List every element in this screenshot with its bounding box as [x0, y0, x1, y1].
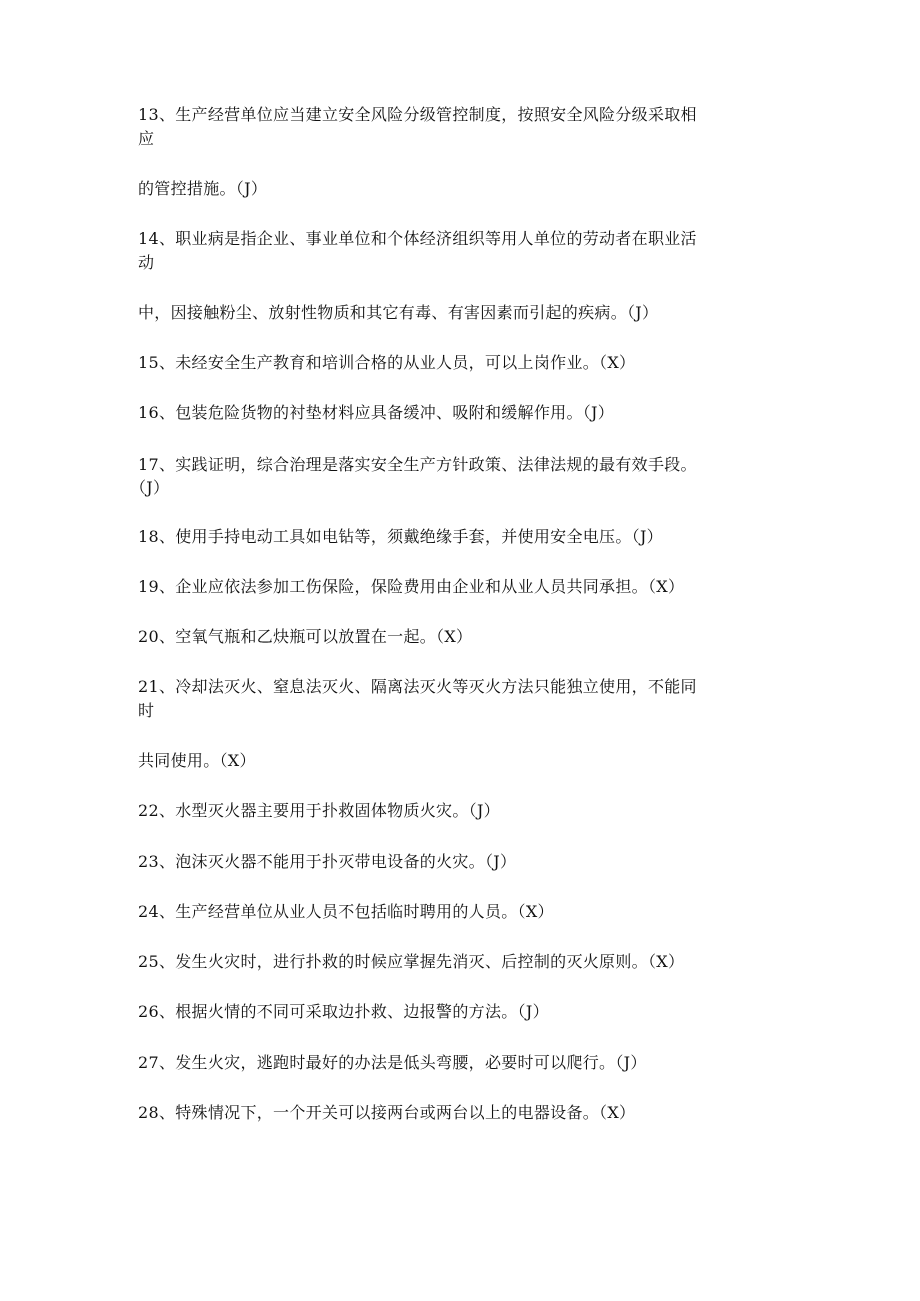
question-14-line-2: 动 [138, 253, 155, 272]
question-24: 24、生产经营单位从业人员不包括临时聘用的人员。（X） [138, 902, 554, 921]
question-13-line-1: 13、生产经营单位应当建立安全风险分级管控制度，按照安全风险分级采取相 [138, 105, 697, 124]
question-21-line-3: 共同使用。（X） [138, 751, 256, 770]
question-13-line-3: 的管控措施。（J） [138, 179, 268, 198]
question-16: 16、包装危险货物的衬垫材料应具备缓冲、吸附和缓解作用。（J） [138, 403, 615, 422]
question-17-line-1: 17、实践证明，综合治理是落实安全生产方针政策、法律法规的最有效手段。 [138, 455, 697, 474]
question-15: 15、未经安全生产教育和培训合格的从业人员，可以上岗作业。（X） [138, 353, 636, 372]
question-17-line-2: （J） [130, 478, 170, 497]
question-27: 27、发生火灾，逃跑时最好的办法是低头弯腰，必要时可以爬行。（J） [138, 1053, 647, 1072]
question-20: 20、空氧气瓶和乙炔瓶可以放置在一起。（X） [138, 627, 473, 646]
question-22: 22、水型灭火器主要用于扑救固体物质火灾。（J） [138, 801, 500, 820]
question-25: 25、发生火灾时，进行扑救的时候应掌握先消灭、后控制的灭火原则。（X） [138, 952, 685, 971]
question-14-line-1: 14、职业病是指企业、事业单位和个体经济组织等用人单位的劳动者在职业活 [138, 229, 697, 248]
question-21-line-2: 时 [138, 701, 155, 720]
question-21-line-1: 21、冷却法灭火、窒息法灭火、隔离法灭火等灭火方法只能独立使用，不能同 [138, 677, 697, 696]
question-26: 26、根据火情的不同可采取边扑救、边报警的方法。（J） [138, 1002, 549, 1021]
question-28: 28、特殊情况下，一个开关可以接两台或两台以上的电器设备。（X） [138, 1103, 636, 1122]
question-14-line-3: 中，因接触粉尘、放射性物质和其它有毒、有害因素而引起的疾病。（J） [138, 303, 659, 322]
question-23: 23、泡沫灭火器不能用于扑灭带电设备的火灾。（J） [138, 852, 517, 871]
question-18: 18、使用手持电动工具如电钻等，须戴绝缘手套，并使用安全电压。（J） [138, 527, 663, 546]
question-19: 19、企业应依法参加工伤保险，保险费用由企业和从业人员共同承担。（X） [138, 577, 685, 596]
question-13-line-2: 应 [138, 129, 155, 148]
